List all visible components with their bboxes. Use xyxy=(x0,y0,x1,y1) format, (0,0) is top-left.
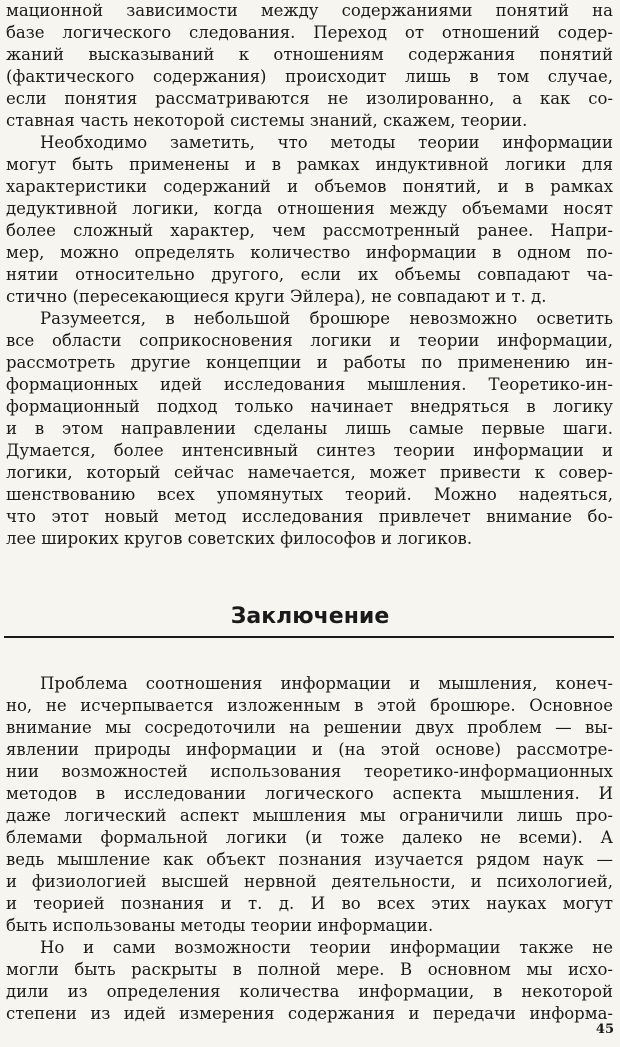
text-line: более сложный характер, чем рассмотренный ранее. Напри- xyxy=(6,221,613,240)
text-line: если понятия рассматриваются не изолированно, а как со- xyxy=(6,89,613,108)
text-line: ведь мышление как объект познания изучается рядом наук — xyxy=(6,850,613,869)
section-heading: Заключение xyxy=(230,604,390,629)
text-line: ставная часть некоторой системы знаний, скажем, теории. xyxy=(6,111,528,130)
text-line: даже логический аспект мышления мы ограничили лишь про- xyxy=(6,806,613,825)
text-line: внимание мы сосредоточили на решении двух проблем — вы- xyxy=(6,718,613,737)
text-line: явлении природы информации и (на этой основе) рассмотре- xyxy=(6,740,613,759)
text-line: Необходимо заметить, что методы теории информации xyxy=(40,133,613,152)
text-line: и физиологией высшей нервной деятельности, и психологией, xyxy=(6,872,613,891)
heading-rule xyxy=(4,636,614,638)
text-line: базе логического следования. Переход от отношений содер- xyxy=(6,23,613,42)
text-line: дедуктивной логики, когда отношения между объемами носят xyxy=(6,199,613,218)
text-line: что этот новый метод исследования привлечет внимание бо- xyxy=(6,507,613,526)
text-line: шенствованию всех упомянутых теорий. Можно надеяться, xyxy=(6,485,613,504)
text-line: дили из определения количества информации, в некоторой xyxy=(6,982,613,1001)
text-line: нии возможностей использования теоретико-информационных xyxy=(6,762,613,781)
text-line: степени из идей измерения содержания и передачи информа- xyxy=(6,1004,613,1023)
text-line: формационных идей исследования мышления. Теоретико-ин- xyxy=(6,375,613,394)
text-line: методов в исследовании логического аспекта мышления. И xyxy=(6,784,613,803)
text-line: характеристики содержаний и объемов понятий, и в рамках xyxy=(6,177,613,196)
text-line: быть использованы методы теории информации. xyxy=(6,916,434,935)
text-line: мер, можно определять количество информации в одном по- xyxy=(6,243,613,262)
text-line: могли быть раскрыты в полной мере. В основном мы исхо- xyxy=(6,960,613,979)
text-line: все области соприкосновения логики и теории информации, xyxy=(6,331,613,350)
text-line: формационный подход только начинает внедряться в логику xyxy=(6,397,613,416)
text-line: мационной зависимости между содержаниями понятий на xyxy=(6,1,613,20)
text-line: Но и сами возможности теории информации также не xyxy=(40,938,613,957)
text-line: (фактического содержания) происходит лишь в том случае, xyxy=(6,67,613,86)
text-line: логики, который сейчас намечается, может привести к совер- xyxy=(6,463,613,482)
text-line: лее широких кругов советских философов и логиков. xyxy=(6,529,473,548)
text-line: Проблема соотношения информации и мышления, конеч- xyxy=(40,674,613,693)
text-line: но, не исчерпывается изложенным в этой брошюре. Основное xyxy=(6,696,613,715)
text-line: рассмотреть другие концепции и работы по применению ин- xyxy=(6,353,613,372)
text-line: Думается, более интенсивный синтез теории информации и xyxy=(6,441,613,460)
text-line: стично (пересекающиеся круги Эйлера), не совпадают и т. д. xyxy=(6,287,547,306)
text-line: и теорией познания и т. д. И во всех этих науках могут xyxy=(6,894,613,913)
text-line: жаний высказываний к отношениям содержания понятий xyxy=(6,45,613,64)
text-line: нятии относительно другого, если их объемы совпадают ча- xyxy=(6,265,613,284)
text-line: могут быть применены и в рамках индуктивной логики для xyxy=(6,155,613,174)
text-line: Разумеется, в небольшой брошюре невозможно осветить xyxy=(40,309,613,328)
page-number: 45 xyxy=(595,1022,614,1037)
text-line: и в этом направлении сделаны лишь самые первые шаги. xyxy=(6,419,613,438)
text-line: блемами формальной логики (и тоже далеко не всеми). А xyxy=(6,828,613,847)
